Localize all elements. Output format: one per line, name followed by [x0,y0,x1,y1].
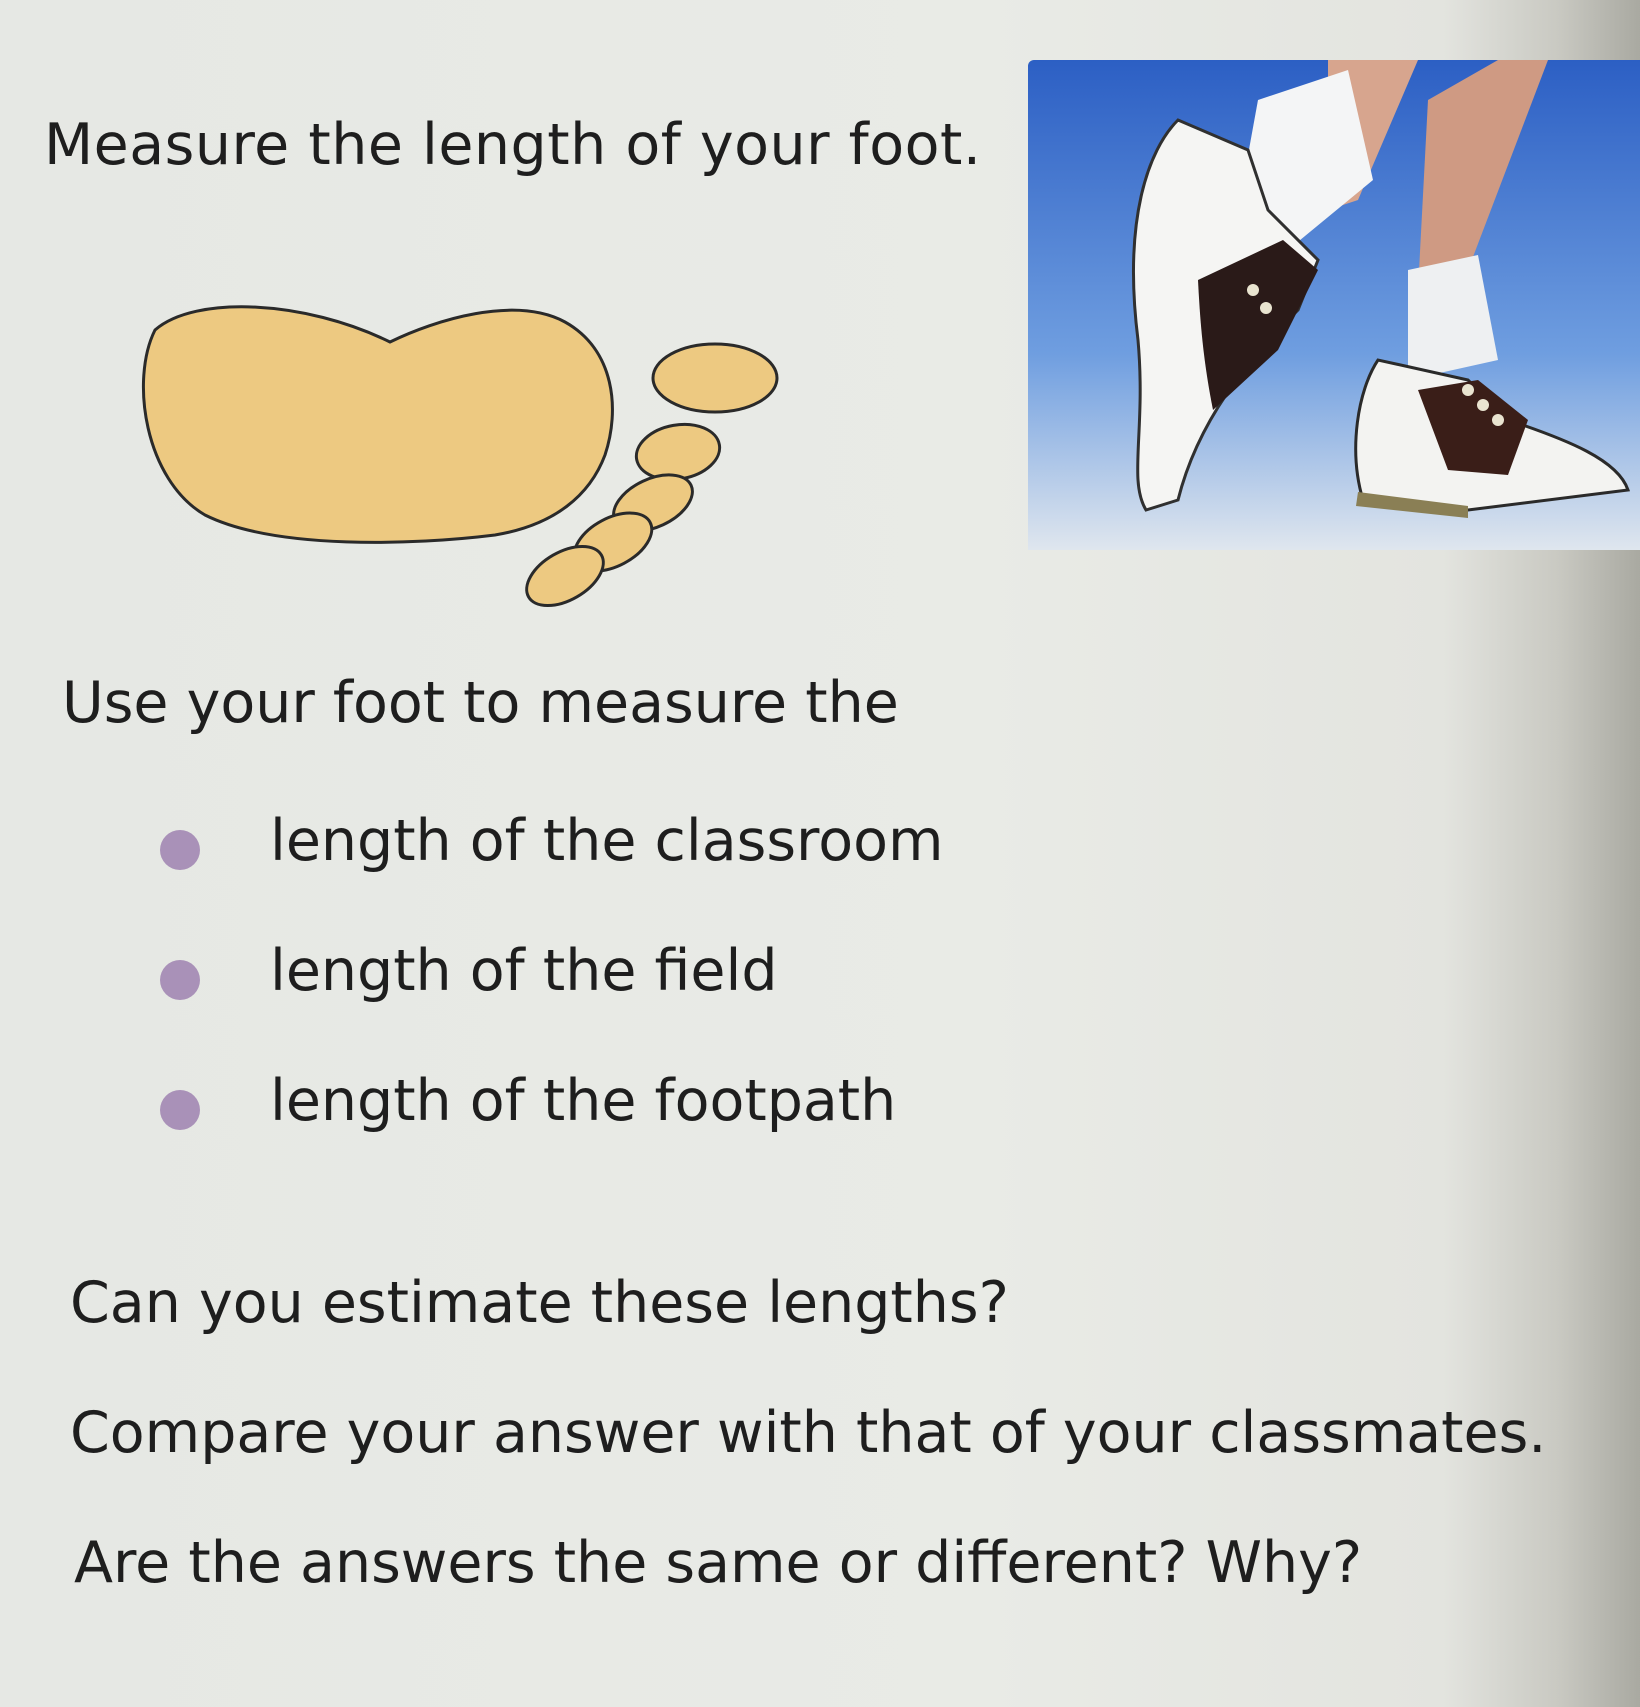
list-item-label: length of the footpath [270,1068,897,1134]
list-item-label: length of the field [270,938,778,1004]
saddle-shoes-image [1028,60,1640,550]
list-item-label: length of the classroom [270,808,944,874]
question-compare: Compare your answer with that of your classmates. [70,1400,1547,1466]
question-why: Are the answers the same or different? Why? [74,1530,1363,1596]
bullet-dot-icon [160,1090,200,1130]
instruction-text: Use your foot to measure the [62,670,899,736]
footprint-illustration [135,300,795,620]
saddle-shoes-photo [1028,60,1640,550]
bullet-dot-icon [160,830,200,870]
bullet-dot-icon [160,960,200,1000]
footprint-icon [135,300,795,620]
page-title: Measure the length of your foot. [44,112,982,178]
question-estimate: Can you estimate these lengths? [70,1270,1009,1336]
